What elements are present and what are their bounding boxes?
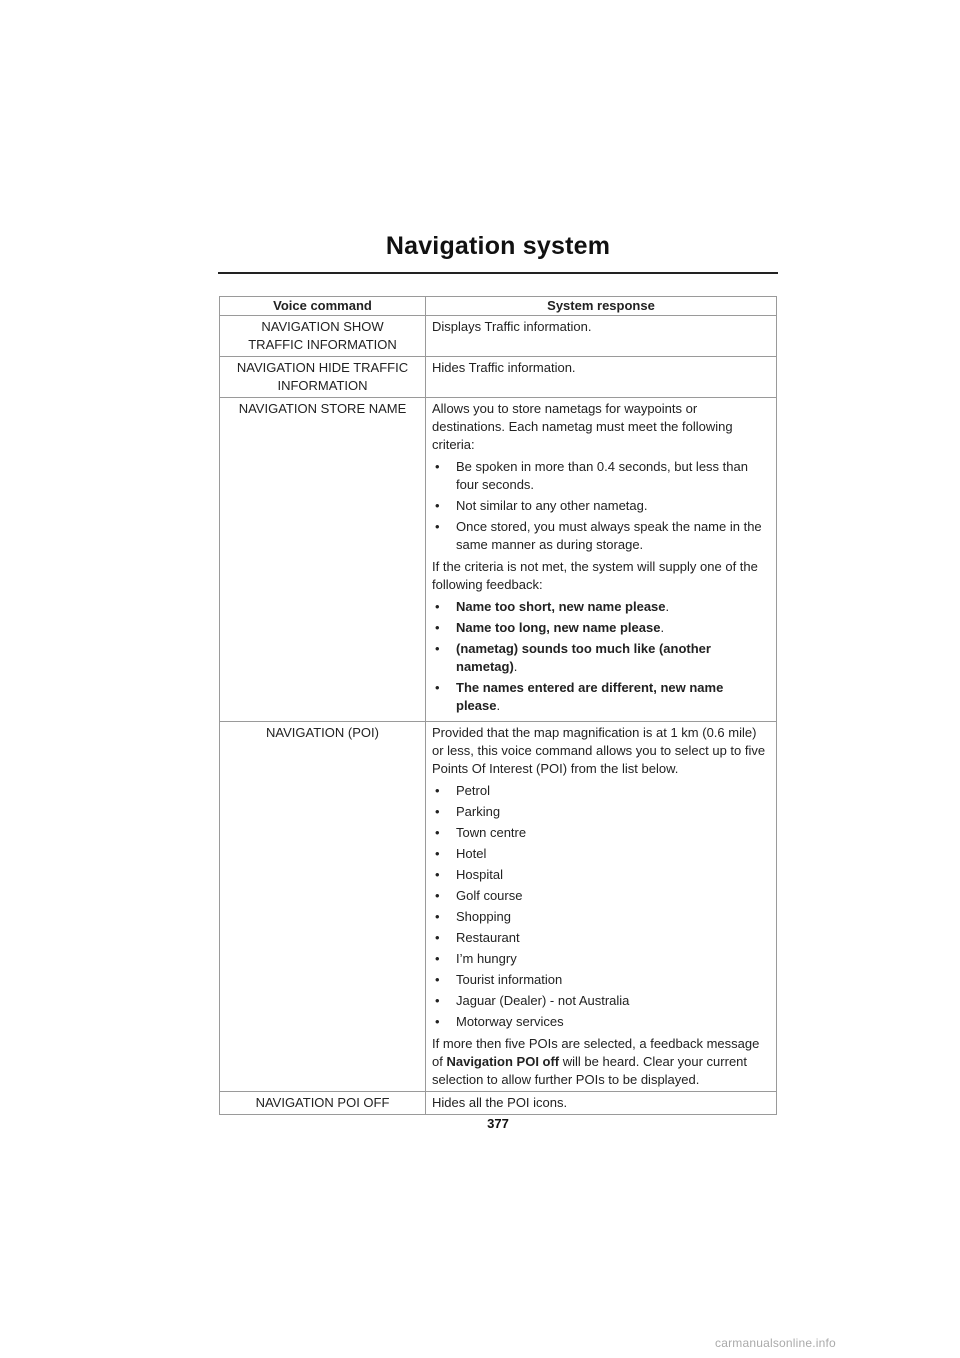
feedback-list bbox=[432, 598, 770, 715]
response-cell bbox=[426, 722, 777, 1092]
poi-off-message: Navigation POI off bbox=[446, 1054, 560, 1069]
punctuation: . bbox=[496, 698, 501, 713]
table-row bbox=[220, 398, 777, 722]
feedback-message: Name too short, new name please bbox=[456, 599, 666, 614]
table-row bbox=[220, 316, 777, 357]
watermark: carmanualsonline.info bbox=[715, 1336, 836, 1350]
response-cell: Hides Traffic information. bbox=[426, 357, 777, 398]
list-item: • Once stored, you must always speak the name in the same manner as during storage. bbox=[432, 518, 770, 554]
poi-outro bbox=[432, 1035, 770, 1089]
feedback-message: Name too long, new name please bbox=[456, 620, 661, 635]
punctuation: . bbox=[660, 620, 665, 635]
command-cell: NAVIGATION STORE NAME bbox=[220, 398, 426, 722]
command-text: NAVIGATION SHOW TRAFFIC INFORMATION bbox=[248, 319, 397, 352]
list-item: • Petrol bbox=[432, 782, 770, 800]
list-item bbox=[432, 619, 770, 637]
table-header-row bbox=[220, 297, 777, 316]
command-cell: NAVIGATION (POI) bbox=[220, 722, 426, 1092]
punctuation: . bbox=[513, 659, 518, 674]
list-item: • Jaguar (Dealer) - not Australia bbox=[432, 992, 770, 1010]
store-name-intro: Allows you to store nametags for waypoints or destinations. Each nametag must meet the following criteria: bbox=[432, 401, 733, 452]
voice-command-table bbox=[219, 296, 777, 1115]
list-item: • Golf course bbox=[432, 887, 770, 905]
list-item: • Restaurant bbox=[432, 929, 770, 947]
list-item: • Town centre bbox=[432, 824, 770, 842]
list-item: • Be spoken in more than 0.4 seconds, but less than four seconds. bbox=[432, 458, 770, 494]
page-number: 377 bbox=[487, 1116, 509, 1131]
poi-outro-end: will be heard. Clear your current selection to allow further POIs to be displayed. bbox=[432, 1054, 748, 1087]
page-title: Navigation system bbox=[385, 232, 611, 260]
title-rule bbox=[218, 272, 778, 274]
table-row bbox=[220, 722, 777, 1092]
command-text: NAVIGATION HIDE TRAFFIC INFORMATION bbox=[236, 360, 409, 393]
command-cell bbox=[220, 316, 426, 357]
response-cell: Hides all the POI icons. bbox=[426, 1092, 777, 1115]
list-item: • Parking bbox=[432, 803, 770, 821]
list-item bbox=[432, 598, 770, 616]
table-row bbox=[220, 1092, 777, 1115]
response-cell: Displays Traffic information. bbox=[426, 316, 777, 357]
criteria-list bbox=[432, 458, 770, 554]
list-item: • Tourist information bbox=[432, 971, 770, 989]
poi-intro: Provided that the map magnification is at 1 km (0.6 mile) or less, this voice command allows you to select up to five Points Of Interest (POI) from the list below. bbox=[432, 725, 766, 776]
poi-outro-start: If more then five POIs are selected, a feedback message of bbox=[432, 1036, 760, 1069]
column-header-response: System response bbox=[426, 297, 777, 316]
list-item: • Not similar to any other nametag. bbox=[432, 497, 770, 515]
column-header-command: Voice command bbox=[220, 297, 426, 316]
response-cell bbox=[426, 398, 777, 722]
feedback-message: (nametag) sounds too much like (another nametag) bbox=[456, 641, 711, 674]
table-row bbox=[220, 357, 777, 398]
poi-list bbox=[432, 782, 770, 1031]
list-item bbox=[432, 679, 770, 715]
punctuation: . bbox=[665, 599, 670, 614]
list-item: • Hospital bbox=[432, 866, 770, 884]
list-item: • Shopping bbox=[432, 908, 770, 926]
feedback-message: The names entered are different, new name please bbox=[456, 680, 724, 713]
feedback-intro: If the criteria is not met, the system will supply one of the following feedback: bbox=[432, 559, 758, 592]
list-item: • Hotel bbox=[432, 845, 770, 863]
command-cell: NAVIGATION POI OFF bbox=[220, 1092, 426, 1115]
list-item: • I’m hungry bbox=[432, 950, 770, 968]
command-cell bbox=[220, 357, 426, 398]
list-item: • Motorway services bbox=[432, 1013, 770, 1031]
list-item bbox=[432, 640, 770, 676]
